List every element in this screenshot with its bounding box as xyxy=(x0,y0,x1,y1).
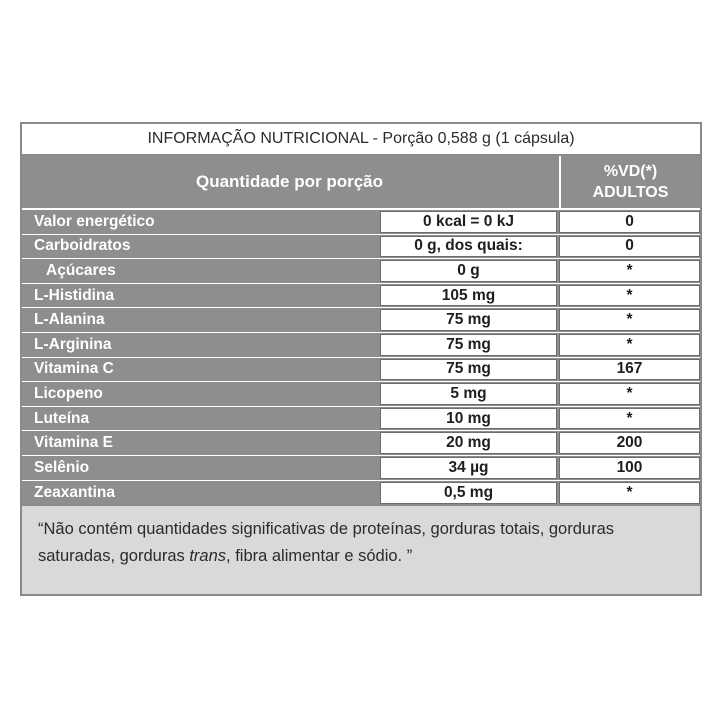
nutrient-name: L-Alanina xyxy=(34,311,105,329)
table-row xyxy=(22,481,700,506)
nutrient-vd: 0 xyxy=(559,236,700,258)
table-row xyxy=(22,210,700,235)
nutrient-name: Vitamina C xyxy=(34,360,114,378)
nutrient-name: Zeaxantina xyxy=(34,483,115,501)
nutrient-quantity: 0,5 mg xyxy=(380,482,557,505)
table-row xyxy=(22,456,700,481)
nutrition-facts-panel xyxy=(20,122,702,596)
table-row xyxy=(22,358,700,383)
nutrient-quantity: 10 mg xyxy=(380,408,557,430)
nutrient-vd: * xyxy=(559,408,700,430)
nutrient-vd: 0 xyxy=(559,211,700,233)
nutrient-quantity: 0 g, dos quais: xyxy=(380,236,557,258)
table-row xyxy=(22,259,700,284)
nutrient-name: Licopeno xyxy=(34,384,103,402)
table-row xyxy=(22,308,700,333)
footnote-text: “Não contém quantidades significativas de proteínas, gorduras totais, gorduras saturadas, gorduras xyxy=(38,520,614,565)
nutrient-quantity: 0 g xyxy=(380,260,557,282)
header-vd-label xyxy=(559,156,700,208)
nutrient-quantity: 75 mg xyxy=(380,309,557,331)
header-vd-line1: %VD(*) xyxy=(603,163,658,180)
nutrient-quantity: 20 mg xyxy=(380,432,557,454)
table-row xyxy=(22,333,700,358)
nutrient-name: L-Histidina xyxy=(34,286,115,304)
nutrient-quantity: 5 mg xyxy=(380,383,557,405)
table-header xyxy=(22,156,700,210)
nutrient-name: Luteína xyxy=(34,409,90,427)
nutrient-vd: 167 xyxy=(559,359,700,381)
nutrient-name: Vitamina E xyxy=(34,434,113,452)
nutrient-vd: * xyxy=(559,309,700,331)
table-row xyxy=(22,431,700,456)
nutrient-vd: 200 xyxy=(559,432,700,454)
nutrient-name: Valor energético xyxy=(34,212,155,230)
footnote xyxy=(22,504,700,594)
nutrient-rows xyxy=(22,210,700,505)
table-row xyxy=(22,382,700,407)
nutrient-quantity: 75 mg xyxy=(380,359,557,381)
table-row xyxy=(22,407,700,432)
nutrient-name: Carboidratos xyxy=(34,237,131,255)
nutrient-quantity: 75 mg xyxy=(380,334,557,356)
nutrient-vd: * xyxy=(559,334,700,356)
nutrient-name: L-Arginina xyxy=(34,335,112,353)
nutrient-name: Selênio xyxy=(34,458,90,476)
nutrient-vd: * xyxy=(559,383,700,405)
nutrient-quantity: 105 mg xyxy=(380,285,557,307)
nutrient-name: Açúcares xyxy=(46,261,116,279)
header-vd-line2: ADULTOS xyxy=(592,184,669,201)
footnote-text-end: , fibra alimentar e sódio. ” xyxy=(226,547,413,565)
footnote-italic-text: trans xyxy=(189,547,227,565)
nutrient-vd: * xyxy=(559,285,700,307)
table-title: INFORMAÇÃO NUTRICIONAL - Porção 0,588 g (1 cápsula) xyxy=(22,124,700,156)
table-row xyxy=(22,235,700,260)
nutrient-vd: 100 xyxy=(559,457,700,479)
nutrient-quantity: 0 kcal = 0 kJ xyxy=(380,211,557,233)
nutrient-vd: * xyxy=(559,260,700,282)
header-quantity-label: Quantidade por porção xyxy=(195,172,384,191)
table-row xyxy=(22,284,700,309)
nutrient-vd: * xyxy=(559,482,700,505)
nutrient-quantity: 34 µg xyxy=(380,457,557,479)
